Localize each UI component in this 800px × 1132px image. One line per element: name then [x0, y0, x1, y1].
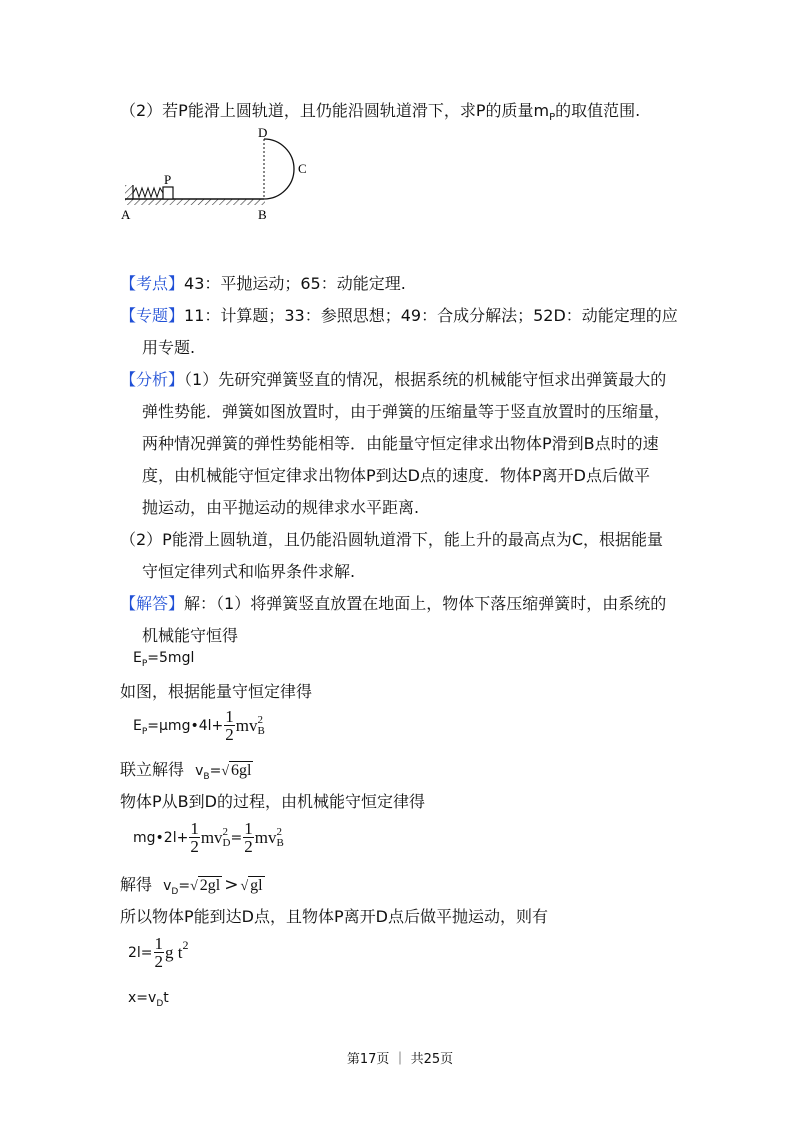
- jieda-line4: [120, 760, 253, 787]
- eq3-root: 6gl: [231, 762, 252, 779]
- kaodian-text: 43：平抛运动；65：动能定理.: [184, 274, 406, 293]
- eq5-sub: D: [171, 886, 179, 897]
- eq7-x: x=v: [128, 990, 157, 1006]
- eq1-e: E: [133, 650, 142, 666]
- eq6-den: 2: [154, 952, 164, 971]
- zhuanti-text1: 11：计算题；33：参照思想；49：合成分解法；52D：动能定理的应: [184, 306, 678, 325]
- eq7-sub: D: [156, 998, 164, 1009]
- eq7-t: t: [163, 990, 169, 1006]
- eq4-subd: D: [222, 837, 231, 849]
- eq4-supsub2: [276, 827, 283, 849]
- eq5-gt: >: [224, 875, 239, 895]
- equation-vb: $v_B=√$ 6gl: [195, 762, 252, 782]
- label-d: D: [258, 125, 268, 140]
- eq4-mv2: mv: [254, 828, 277, 847]
- eq6-sq: 2: [182, 938, 189, 952]
- eq5-root2: gl: [250, 877, 263, 894]
- eq2-mv: mv: [235, 716, 258, 735]
- mass-subscript: P: [549, 112, 556, 124]
- label-b: B: [258, 207, 267, 222]
- fenxi-line1: [120, 370, 666, 390]
- equation-x: [128, 990, 169, 1009]
- question-tail: 的取值范围.: [555, 101, 641, 120]
- eq5-v: v: [163, 878, 172, 894]
- jieda-tag: 【解答】: [120, 594, 185, 613]
- jieda-text4: 联立解得: [120, 760, 185, 779]
- eq4-sq2: 2: [276, 826, 282, 838]
- eq6-num: 1: [154, 934, 164, 953]
- eq4-num2: 1: [244, 819, 253, 838]
- track-figure: [118, 122, 318, 227]
- eq1-rest: =5mgl: [147, 650, 195, 666]
- question-text: （2）若P能滑上圆轨道，且仍能沿圆轨道滑下，求P的质量m: [120, 101, 550, 120]
- equation-bd: [133, 820, 284, 856]
- semicircle-track: [264, 139, 294, 199]
- eq5-eq: =: [178, 878, 191, 894]
- eq4-sq1: 2: [222, 826, 229, 838]
- jieda-text6: 解得: [120, 875, 153, 894]
- equation-fall: [128, 935, 189, 971]
- eq3-sub: B: [203, 771, 210, 782]
- eq2-fraction: [224, 708, 235, 744]
- eq2-mid: =μmg•4l+: [147, 718, 224, 734]
- label-c: C: [298, 161, 307, 176]
- label-a: A: [121, 207, 131, 222]
- fenxi-text3: 两种情况弹簧的弹性势能相等．由能量守恒定律求出物体P滑到B点时的速: [142, 434, 659, 453]
- eq6-gt: g t: [165, 943, 183, 962]
- jieda-line6: [120, 875, 265, 902]
- eq3-eq: =: [209, 763, 222, 779]
- fenxi-text2: 弹性势能．弹簧如图放置时，由于弹簧的压缩量等于竖直放置时的压缩量，: [142, 402, 671, 421]
- fenxi-text4: 度，由机械能守恒定律求出物体P到达D点的速度．物体P离开D点后做平: [142, 466, 650, 485]
- fenxi-text7: 守恒定律列式和临界条件求解.: [142, 562, 356, 581]
- eq4-num1: 1: [190, 819, 199, 838]
- eq4-fraction2: [243, 820, 254, 856]
- equation-ep: [133, 650, 194, 669]
- zhuanti-tag: 【专题】: [120, 306, 185, 325]
- kaodian-tag: 【考点】: [120, 274, 185, 293]
- eq4-den2: 2: [244, 837, 253, 856]
- eq4-fraction1: [189, 820, 200, 856]
- eq4-supsub1: [223, 827, 231, 849]
- zhuanti-text2: 用专题.: [142, 338, 196, 357]
- equation-vd: $v_D=√$ 2gl > √ gl: [163, 875, 263, 897]
- eq2-subb: B: [257, 725, 265, 737]
- eq6-fraction: [154, 935, 165, 971]
- jieda-line1: [120, 594, 666, 614]
- fenxi-text5: 抛运动，由平抛运动的规律求水平距离.: [142, 498, 420, 517]
- eq5-root1: 2gl: [199, 877, 221, 894]
- eq2-den: 2: [225, 725, 234, 744]
- page-footer: 第17页 ｜ 共25页: [346, 1052, 454, 1067]
- eq2-supsub: [257, 715, 264, 737]
- eq4-eq: =: [230, 830, 243, 846]
- eq6-left: 2l=: [128, 945, 153, 961]
- eq4-left: mg•2l+: [133, 830, 189, 846]
- jieda-text7: 所以物体P能到达D点，且物体P离开D点后做平抛运动，则有: [120, 907, 548, 926]
- label-p: P: [164, 172, 172, 187]
- jieda-text3: 如图，根据能量守恒定律得: [120, 682, 313, 701]
- eq4-den1: 2: [190, 837, 199, 856]
- eq4-mv1: mv: [200, 828, 223, 847]
- jieda-text2: 机械能守恒得: [142, 626, 239, 645]
- kaodian-line: [120, 274, 406, 294]
- eq2-num: 1: [225, 707, 234, 726]
- zhuanti-line1: [120, 306, 678, 326]
- eq2-sq: 2: [257, 714, 263, 726]
- eq2-e: E: [133, 718, 142, 734]
- jieda-text5: 物体P从B到D的过程，由机械能守恒定律得: [120, 792, 425, 811]
- wall-hatch: [125, 185, 133, 200]
- jieda-text1: 解：（1）将弹簧竖直放置在地面上，物体下落压缩弹簧时，由系统的: [184, 594, 667, 613]
- equation-energy: [133, 708, 265, 744]
- fenxi-tag: 【分析】: [120, 370, 185, 389]
- fenxi-text1: （1）先研究弹簧竖直的情况，根据系统的机械能守恒求出弹簧最大的: [184, 370, 667, 389]
- block-p: [163, 187, 173, 199]
- spring: [133, 188, 163, 197]
- ground-hatch: [125, 199, 265, 205]
- eq4-subb: B: [276, 837, 284, 849]
- eq2-sub: P: [141, 726, 148, 737]
- eq3-v: v: [195, 763, 204, 779]
- eq1-sub: P: [141, 658, 148, 669]
- fenxi-text6: （2）P能滑上圆轨道，且仍能沿圆轨道滑下，能上升的最高点为C，根据能量: [120, 530, 664, 549]
